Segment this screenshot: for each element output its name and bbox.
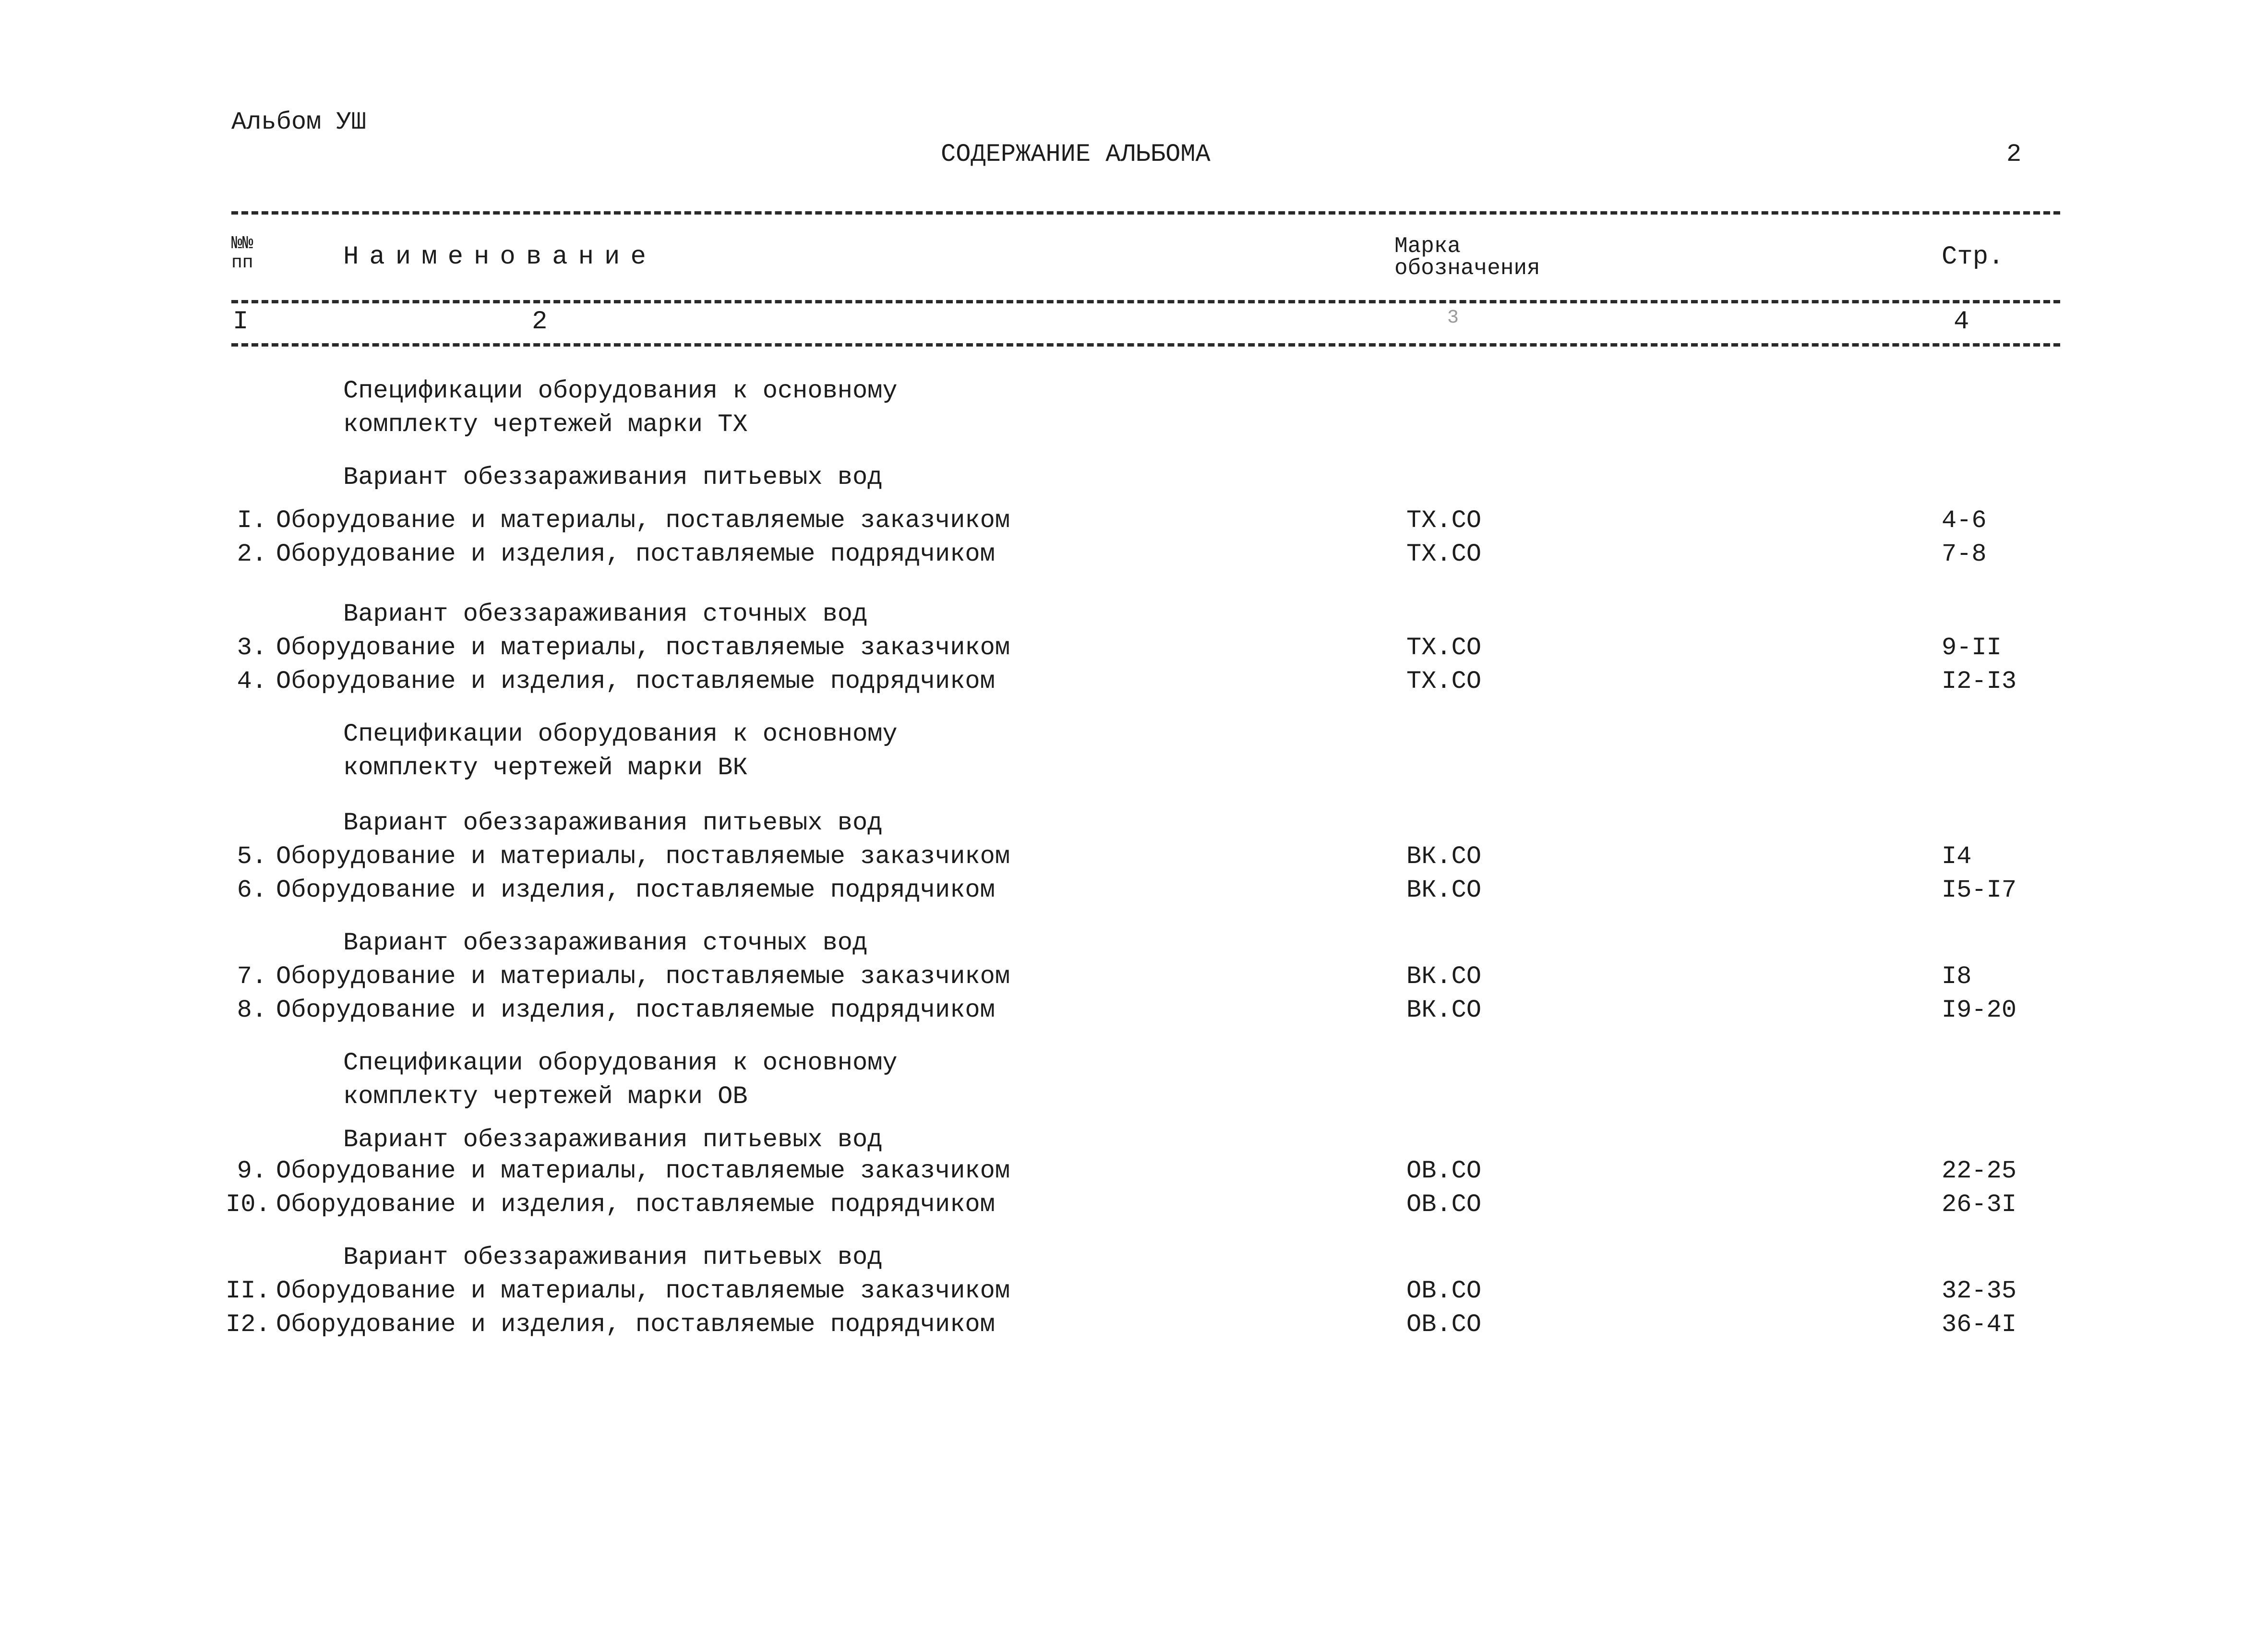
section-heading <box>0 720 2268 752</box>
item-name: Оборудование и изделия, поставляемые подрядчиком <box>276 1190 995 1219</box>
variant-heading <box>0 1243 2268 1275</box>
variant-title: Вариант обеззараживания сточных вод <box>343 600 868 628</box>
variant-title: Вариант обеззараживания питьевых вод <box>343 463 883 492</box>
item-number: 4. <box>237 667 267 696</box>
item-number: I0. <box>226 1190 271 1219</box>
list-item <box>0 667 2268 699</box>
item-name: Оборудование и материалы, поставляемые заказчиком <box>276 506 1010 535</box>
variant-heading <box>0 463 2268 495</box>
item-mark: ОВ.СО <box>1406 1157 1482 1185</box>
item-mark: ОВ.СО <box>1406 1310 1482 1339</box>
item-mark: ТХ.СО <box>1406 667 1482 696</box>
item-pages: I8 <box>1942 962 1972 991</box>
list-item <box>0 996 2268 1028</box>
column-index-2: 2 <box>532 307 548 336</box>
item-number: 9. <box>237 1157 267 1185</box>
item-name: Оборудование и материалы, поставляемые заказчиком <box>276 1157 1010 1185</box>
item-name: Оборудование и материалы, поставляемые заказчиком <box>276 962 1010 991</box>
item-number: 7. <box>237 962 267 991</box>
item-mark: ОВ.СО <box>1406 1190 1482 1219</box>
list-item <box>0 540 2268 572</box>
item-number: 3. <box>237 634 267 662</box>
item-pages: 9-II <box>1942 634 2002 662</box>
section-heading <box>0 1082 2268 1114</box>
header-number-column: №№ пп <box>231 233 253 273</box>
item-mark: ВК.СО <box>1406 996 1482 1024</box>
item-name: Оборудование и материалы, поставляемые заказчиком <box>276 842 1010 871</box>
section-title: комплекту чертежей марки ТХ <box>343 410 748 439</box>
item-mark: ВК.СО <box>1406 962 1482 991</box>
header-name-column: Наименование <box>343 242 657 272</box>
section-heading <box>0 377 2268 408</box>
variant-heading <box>0 600 2268 632</box>
list-item <box>0 1190 2268 1222</box>
page-number: 2 <box>2006 140 2022 168</box>
column-index-4: 4 <box>1954 307 1969 336</box>
item-pages: I9-20 <box>1942 996 2017 1024</box>
variant-heading <box>0 809 2268 840</box>
item-number: I. <box>237 506 267 535</box>
item-pages: 26-3I <box>1942 1190 2017 1219</box>
item-mark: ТХ.СО <box>1406 634 1482 662</box>
variant-title: Вариант обеззараживания сточных вод <box>343 929 868 957</box>
list-item <box>0 506 2268 538</box>
item-pages: 4-6 <box>1942 506 1987 535</box>
variant-heading <box>0 929 2268 960</box>
column-index-1: I <box>233 307 249 336</box>
section-title: Спецификации оборудования к основному <box>343 377 898 405</box>
list-item <box>0 962 2268 994</box>
section-heading <box>0 1049 2268 1080</box>
list-item <box>0 1310 2268 1342</box>
list-item <box>0 842 2268 874</box>
section-title: Спецификации оборудования к основному <box>343 1049 898 1077</box>
item-name: Оборудование и материалы, поставляемые заказчиком <box>276 634 1010 662</box>
list-item <box>0 1157 2268 1188</box>
section-title: комплекту чертежей марки ВК <box>343 754 748 782</box>
index-bottom-rule <box>231 343 2060 347</box>
item-pages: I2-I3 <box>1942 667 2017 696</box>
list-item <box>0 634 2268 665</box>
item-number: 5. <box>237 842 267 871</box>
item-number: I2. <box>226 1310 271 1339</box>
variant-title: Вариант обеззараживания питьевых вод <box>343 1126 883 1154</box>
item-number: II. <box>226 1277 271 1305</box>
section-title: комплекту чертежей марки ОВ <box>343 1082 748 1111</box>
header-mark-column: Марка обозначения <box>1394 234 1540 281</box>
section-heading <box>0 754 2268 785</box>
item-pages: 7-8 <box>1942 540 1987 568</box>
table-top-rule <box>231 211 2060 215</box>
item-pages: I4 <box>1942 842 1972 871</box>
header-bottom-rule <box>231 300 2060 303</box>
section-title: Спецификации оборудования к основному <box>343 720 898 748</box>
variant-heading <box>0 1126 2268 1157</box>
document-title: СОДЕРЖАНИЕ АЛЬБОМА <box>941 140 1211 168</box>
item-mark: ВК.СО <box>1406 876 1482 904</box>
list-item <box>0 876 2268 908</box>
column-index-3: 3 <box>1447 307 1459 329</box>
item-mark: ТХ.СО <box>1406 506 1482 535</box>
item-name: Оборудование и изделия, поставляемые подрядчиком <box>276 1310 995 1339</box>
item-name: Оборудование и изделия, поставляемые подрядчиком <box>276 876 995 904</box>
item-number: 6. <box>237 876 267 904</box>
item-pages: 36-4I <box>1942 1310 2017 1339</box>
album-label: Альбом УШ <box>231 108 366 136</box>
item-pages: 32-35 <box>1942 1277 2017 1305</box>
variant-title: Вариант обеззараживания питьевых вод <box>343 809 883 837</box>
item-pages: I5-I7 <box>1942 876 2017 904</box>
section-heading <box>0 410 2268 442</box>
item-mark: ТХ.СО <box>1406 540 1482 568</box>
item-name: Оборудование и изделия, поставляемые подрядчиком <box>276 996 995 1024</box>
item-name: Оборудование и изделия, поставляемые подрядчиком <box>276 540 995 568</box>
item-name: Оборудование и материалы, поставляемые заказчиком <box>276 1277 1010 1305</box>
header-page-column: Стр. <box>1942 242 2004 272</box>
item-number: 8. <box>237 996 267 1024</box>
item-number: 2. <box>237 540 267 568</box>
list-item <box>0 1277 2268 1308</box>
item-pages: 22-25 <box>1942 1157 2017 1185</box>
item-name: Оборудование и изделия, поставляемые подрядчиком <box>276 667 995 696</box>
item-mark: ВК.СО <box>1406 842 1482 871</box>
variant-title: Вариант обеззараживания питьевых вод <box>343 1243 883 1272</box>
item-mark: ОВ.СО <box>1406 1277 1482 1305</box>
